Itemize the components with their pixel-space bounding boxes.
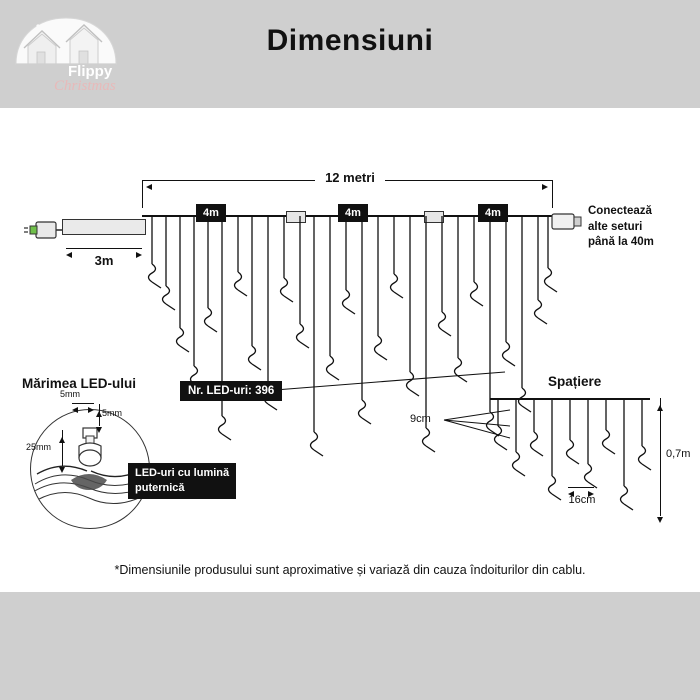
led-quality-line-1: LED-uri cu lumină [135, 467, 230, 479]
dim-3m-line [66, 248, 142, 249]
led-bulb-label: 25mm [26, 442, 52, 452]
dim-3m-label: 3m [94, 253, 114, 268]
spacing-9cm-leader [438, 404, 548, 444]
bottom-gray-band [0, 592, 700, 700]
led-count-tag: Nr. LED-uri: 396 [180, 381, 282, 401]
led-width-arrow-right [88, 400, 94, 418]
page-title: Dimensiuni [266, 24, 434, 57]
led-quality-tag [128, 463, 236, 499]
connector-note [588, 204, 692, 251]
connector-note-line-1: Conectează [588, 205, 652, 217]
dim-12m-label: 12 metri [315, 170, 385, 185]
led-bulb-arrow-down [59, 460, 65, 478]
segment-label-1: 4m [196, 204, 226, 222]
spacing-height-arrow-down [657, 510, 663, 528]
segment-label-3: 4m [478, 204, 508, 222]
connector-note-line-3: până la 40m [588, 236, 654, 249]
spacing-heading: Spațiere [548, 374, 602, 389]
segment-label-2: 4m [338, 204, 368, 222]
spacing-9cm-label: 9cm [410, 413, 431, 425]
led-quality-line-2: puternică [135, 481, 185, 494]
led-size-heading: Mărimea LED-ului [22, 376, 137, 391]
led-width-arrow-left [72, 400, 78, 418]
footnote: *Dimensiunile produsului sunt aproximative și variază din cauza îndoiturilor din cablu. [114, 563, 586, 577]
dim-12m-label-wrap [0, 170, 700, 187]
led-bulb-arrow-up [59, 430, 65, 448]
spacing-height-arrow-up [657, 398, 663, 416]
led-height-arrow-down [96, 420, 102, 438]
spacing-16cm-label: 16cm [568, 494, 596, 506]
power-plug-icon [22, 216, 62, 251]
spacing-height-label: 0,7m [666, 448, 691, 460]
diagram-area [0, 108, 700, 592]
connector-note-line-2: alte seturi [588, 220, 643, 233]
logo-script-text: Christmas [54, 78, 116, 94]
logo-brand-text: Flippy [68, 63, 113, 80]
lead-cable-box [62, 219, 146, 235]
led-height-label: 5mm [102, 408, 122, 418]
led-width-label: 5mm [60, 389, 80, 399]
led-count-leader-line [275, 368, 515, 404]
